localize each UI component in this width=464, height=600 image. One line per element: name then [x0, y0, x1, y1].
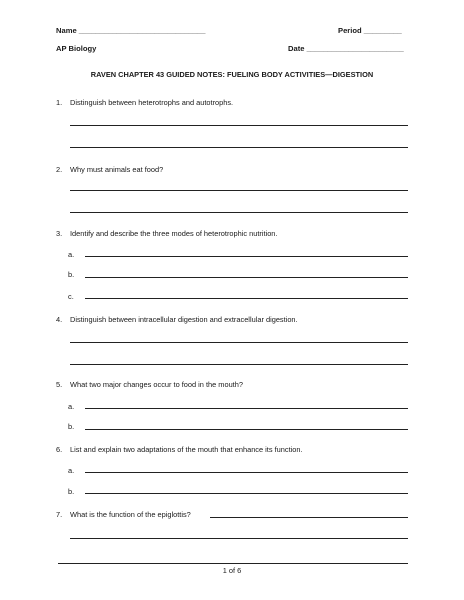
answer-line — [70, 190, 408, 191]
answer-line — [70, 538, 408, 539]
question-4-text: Distinguish between intracellular digestion and extracellular digestion. — [70, 315, 298, 324]
question-4-number: 4. — [56, 315, 63, 324]
page-title: RAVEN CHAPTER 43 GUIDED NOTES: FUELING BODY ACTIVITIES—DIGESTION — [90, 70, 374, 79]
question-7-text: What is the function of the epiglottis? — [70, 510, 191, 519]
date-field-label: Date _______________________ — [288, 44, 404, 53]
question-3-text: Identify and describe the three modes of heterotrophic nutrition. — [70, 229, 278, 238]
question-2-text: Why must animals eat food? — [70, 165, 164, 174]
question-6-text: List and explain two adaptations of the mouth that enhance its function. — [70, 445, 303, 454]
answer-line — [70, 212, 408, 213]
answer-line — [70, 342, 408, 343]
question-5-text: What two major changes occur to food in the mouth? — [70, 380, 243, 389]
question-7-number: 7. — [56, 510, 63, 519]
question-1-number: 1. — [56, 98, 63, 107]
answer-line — [210, 517, 408, 518]
answer-line — [85, 256, 408, 257]
page-number: 1 of 6 — [222, 566, 242, 575]
question-3-number: 3. — [56, 229, 63, 238]
period-field-label: Period _________ — [338, 26, 402, 35]
question-6-number: 6. — [56, 445, 63, 454]
sub-label-a: a. — [68, 250, 75, 259]
question-1-text: Distinguish between heterotrophs and autotrophs. — [70, 98, 234, 107]
answer-line — [85, 408, 408, 409]
answer-line — [85, 493, 408, 494]
question-5-number: 5. — [56, 380, 63, 389]
answer-line — [85, 298, 408, 299]
sub-label-b: b. — [68, 487, 75, 496]
answer-line — [70, 125, 408, 126]
answer-line — [70, 364, 408, 365]
answer-line — [85, 429, 408, 430]
answer-line — [85, 472, 408, 473]
sub-label-a: a. — [68, 402, 75, 411]
course-name: AP Biology — [56, 44, 97, 53]
question-2-number: 2. — [56, 165, 63, 174]
name-field-label: Name ______________________________ — [56, 26, 206, 35]
sub-label-a: a. — [68, 466, 75, 475]
sub-label-c: c. — [68, 292, 74, 301]
sub-label-b: b. — [68, 422, 75, 431]
sub-label-b: b. — [68, 270, 75, 279]
answer-line — [85, 277, 408, 278]
footer-divider — [58, 563, 408, 564]
answer-line — [70, 147, 408, 148]
